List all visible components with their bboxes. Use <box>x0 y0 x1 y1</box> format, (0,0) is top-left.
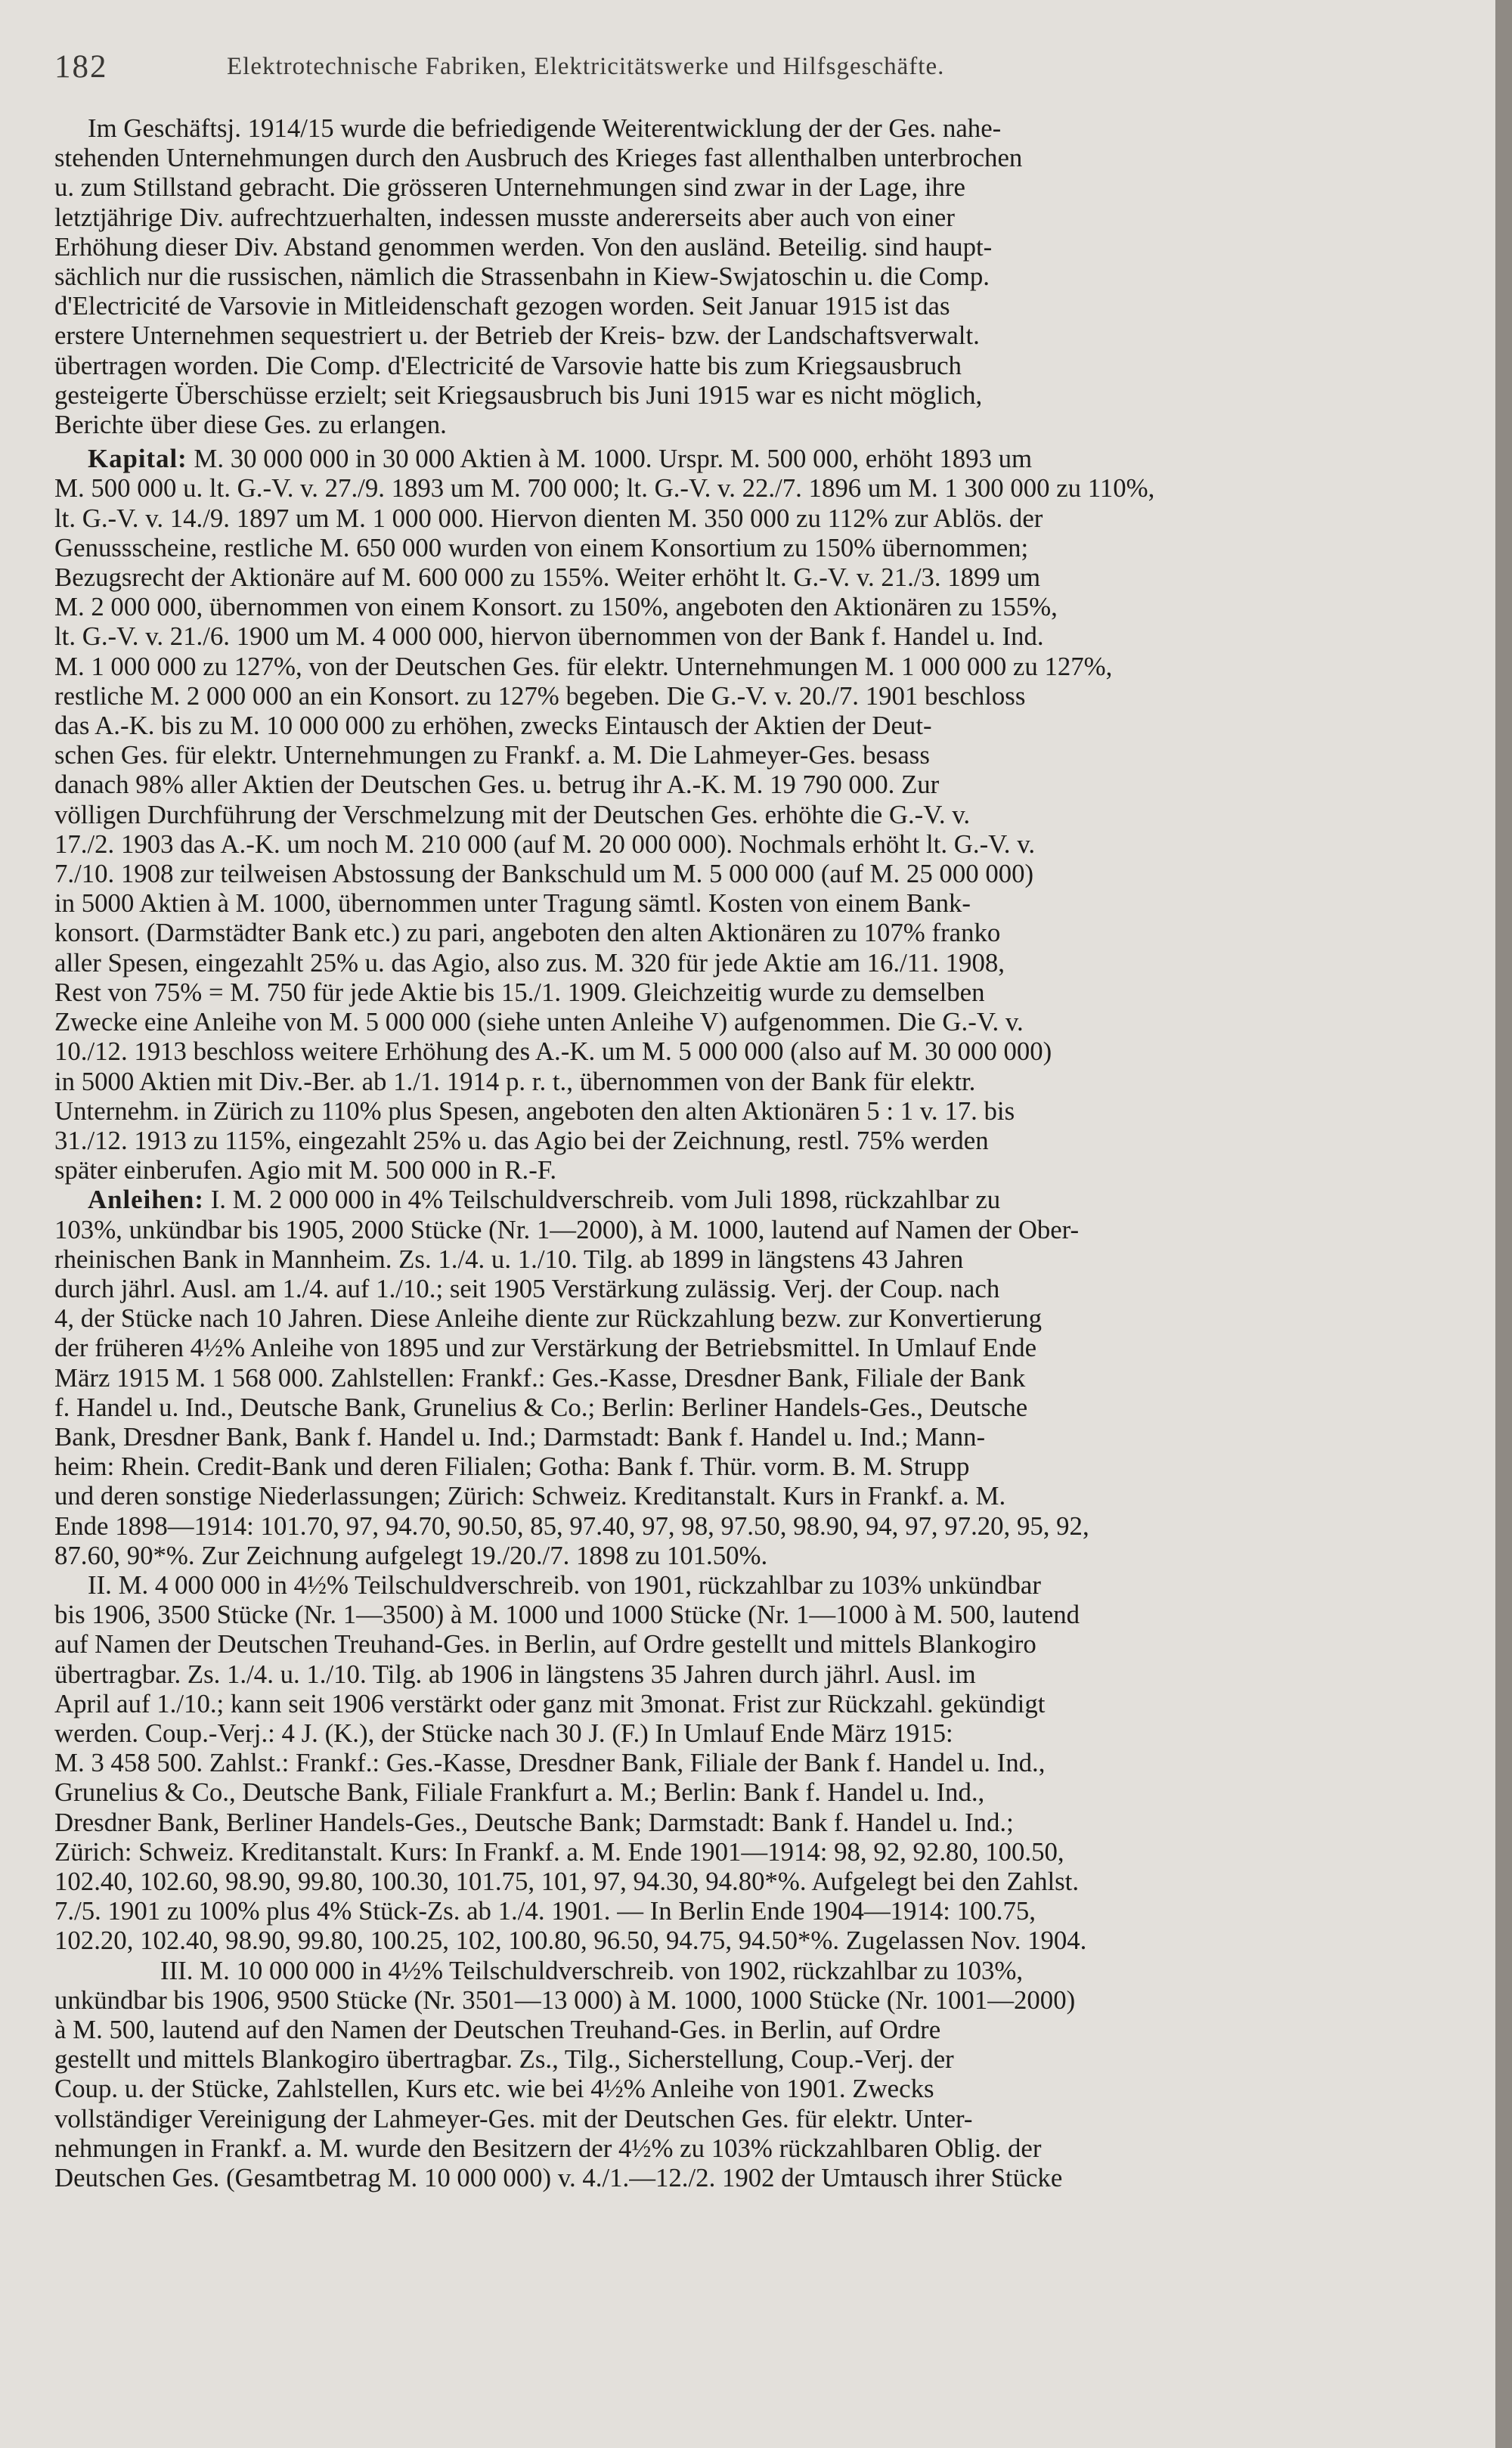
line-text: Rest von 75% = M. 750 für jede Aktie bis 15./1. 1909. Gleichzeitig wurde zu demselben <box>54 977 985 1007</box>
text-line <box>54 1037 1476 1066</box>
line-text: durch jährl. Ausl. am 1./4. auf 1./10.; seit 1905 Verstärkung zulässig. Verj. der Coup. nach <box>54 1273 1000 1303</box>
text-line <box>54 2163 1476 2192</box>
text-line <box>54 1452 1476 1481</box>
line-text: auf Namen der Deutschen Treuhand-Ges. in Berlin, auf Ordre gestellt und mittels Blankogiro <box>54 1629 1036 1659</box>
text-line <box>54 592 1476 621</box>
text-line <box>54 800 1476 829</box>
line-text: d'Electricité de Varsovie in Mitleidenschaft gezogen worden. Seit Januar 1915 ist das <box>54 291 950 321</box>
line-text: heim: Rhein. Credit-Bank und deren Filialen; Gotha: Bank f. Thür. vorm. B. M. Strupp <box>54 1452 970 1482</box>
text-line <box>54 1659 1476 1689</box>
line-text: Genussscheine, restliche M. 650 000 wurden von einem Konsortium zu 150% übernommen; <box>54 532 1029 562</box>
text-line <box>54 2104 1476 2133</box>
page-header <box>54 48 1476 94</box>
line-text: f. Handel u. Ind., Deutsche Bank, Grunelius & Co.; Berlin: Berliner Handels-Ges., Deutsche <box>54 1392 1028 1422</box>
text-line <box>54 681 1476 711</box>
line-text: konsort. (Darmstädter Bank etc.) zu pari, angeboten den alten Aktionären zu 107% franko <box>54 918 1001 948</box>
text-line <box>54 1718 1476 1748</box>
text-line <box>54 351 1476 380</box>
text-line <box>54 1867 1476 1896</box>
text-line <box>54 1303 1476 1333</box>
line-text: lt. G.-V. v. 21./6. 1900 um M. 4 000 000, hiervon übernommen von der Bank f. Handel u. Ind. <box>54 621 1044 652</box>
line-text: übertragbar. Zs. 1./4. u. 1./10. Tilg. ab 1906 in längstens 35 Jahren durch jährl. Ausl. im <box>54 1659 976 1689</box>
line-text: Bank, Dresdner Bank, Bank f. Handel u. Ind.; Darmstadt: Bank f. Handel u. Ind.; Mann- <box>54 1421 986 1452</box>
text-line <box>54 1511 1476 1541</box>
text-line <box>54 1067 1476 1096</box>
text-line <box>54 1274 1476 1303</box>
text-line <box>54 113 1476 143</box>
line-text: vollständiger Vereinigung der Lahmeyer-Ges. mit der Deutschen Ges. für elektr. Unter- <box>54 2103 973 2133</box>
line-text: schen Ges. für elektr. Unternehmungen zu Frankf. a. M. Die Lahmeyer-Ges. besass <box>54 740 930 770</box>
text-line <box>54 291 1476 321</box>
line-text: 4, der Stücke nach 10 Jahren. Diese Anleihe diente zur Rückzahlung bezw. zur Konvertierung <box>54 1303 1043 1334</box>
text-line <box>54 2074 1476 2103</box>
text-line <box>54 172 1476 202</box>
line-text: Unternehm. in Zürich zu 110% plus Spesen, angeboten den alten Aktionären 5 : 1 v. 17. bis <box>54 1095 1015 1126</box>
line-text: und deren sonstige Niederlassungen; Zürich: Schweiz. Kreditanstalt. Kurs in Frankf. a. M. <box>54 1481 1006 1511</box>
line-text: M. 30 000 000 in 30 000 Aktien à M. 1000. Urspr. M. 500 000, erhöht 1893 um <box>187 444 1033 474</box>
line-text: danach 98% aller Aktien der Deutschen Ges. u. betrug ihr A.-K. M. 19 790 000. Zur <box>54 770 940 800</box>
text-line <box>54 652 1476 681</box>
text-line <box>54 740 1476 770</box>
running-title: Elektrotechnische Fabriken, Elektricitätswerke und Hilfsgeschäfte. <box>227 53 945 80</box>
line-text: unkündbar bis 1906, 9500 Stücke (Nr. 3501—13 000) à M. 1000, 1000 Stücke (Nr. 1001—2000) <box>54 1985 1076 2015</box>
text-line <box>54 1393 1476 1422</box>
page-edge-shadow <box>1495 0 1512 2448</box>
line-text: gesteigerte Überschüsse erzielt; seit Kriegsausbruch bis Juni 1915 war es nicht möglich, <box>54 380 983 410</box>
page-number: 182 <box>54 49 108 85</box>
line-text: 10./12. 1913 beschloss weitere Erhöhung des A.-K. um M. 5 000 000 (also auf M. 30 000 000) <box>54 1037 1052 1067</box>
line-text: übertragen worden. Die Comp. d'Electricité de Varsovie hatte bis zum Kriegsausbruch <box>54 350 962 380</box>
text-line <box>54 1244 1476 1274</box>
line-text: Bezugsrecht der Aktionäre auf M. 600 000 zu 155%. Weiter erhöht lt. G.-V. v. 21./3. 1899 um <box>54 562 1041 593</box>
line-text: werden. Coup.-Verj.: 4 J. (K.), der Stücke nach 30 J. (F.) In Umlauf Ende März 1915: <box>54 1718 953 1748</box>
text-line <box>54 1215 1476 1244</box>
text-line <box>54 1808 1476 1837</box>
text-line <box>54 1926 1476 1955</box>
text-line <box>54 321 1476 350</box>
line-text: Erhöhung dieser Div. Abstand genommen werden. Von den ausländ. Beteilig. sind haupt- <box>54 231 993 262</box>
text-line <box>54 711 1476 740</box>
line-text: restliche M. 2 000 000 an ein Konsort. zu 127% begeben. Die G.-V. v. 20./7. 1901 beschloss <box>54 680 1026 711</box>
text-line <box>54 1481 1476 1511</box>
text-line <box>54 770 1476 799</box>
line-text: rheinischen Bank in Mannheim. Zs. 1./4. u. 1./10. Tilg. ab 1899 in längstens 43 Jahren <box>54 1244 964 1274</box>
line-text: 103%, unkündbar bis 1905, 2000 Stücke (Nr. 1—2000), à M. 1000, lautend auf Namen der Ober- <box>54 1214 1080 1244</box>
line-text: 7./10. 1908 zur teilweisen Abstossung der Bankschuld um M. 5 000 000 (auf M. 25 000 000) <box>54 859 1034 889</box>
line-text: der früheren 4½% Anleihe von 1895 und zur Verstärkung der Betriebsmittel. In Umlauf Ende <box>54 1333 1037 1363</box>
text-line <box>54 380 1476 410</box>
section-keyword: Kapital: <box>88 444 187 474</box>
line-text: stehenden Unternehmungen durch den Ausbruch des Krieges fast allenthalben unterbrochen <box>54 143 1023 173</box>
text-line <box>54 948 1476 978</box>
line-text: erstere Unternehmen sequestriert u. der Betrieb der Kreis- bzw. der Landschaftsverwalt. <box>54 321 980 351</box>
text-line <box>54 562 1476 592</box>
text-line <box>54 143 1476 172</box>
line-text: 17./2. 1903 das A.-K. um noch M. 210 000 (auf M. 20 000 000). Nochmals erhöht lt. G.-V. v. <box>54 829 1036 859</box>
line-text: sächlich nur die russischen, nämlich die Strassenbahn in Kiew-Swjatoschin u. die Comp. <box>54 262 990 292</box>
line-text: nehmungen in Frankf. a. M. wurde den Besitzern der 4½% zu 103% rückzahlbaren Oblig. der <box>54 2133 1042 2163</box>
body-text <box>54 113 1476 2192</box>
text-line <box>54 533 1476 562</box>
line-text: völligen Durchführung der Verschmelzung mit der Deutschen Ges. erhöhte die G.-V. v. <box>54 799 971 829</box>
line-text: Deutschen Ges. (Gesamtbetrag M. 10 000 000) v. 4./1.—12./2. 1902 der Umtausch ihrer Stücke <box>54 2163 1063 2193</box>
text-line <box>54 1126 1476 1155</box>
line-text: à M. 500, lautend auf den Namen der Deutschen Treuhand-Ges. in Berlin, auf Ordre <box>54 2015 941 2044</box>
line-text: 102.40, 102.60, 98.90, 99.80, 100.30, 101.75, 101, 97, 94.30, 94.80*%. Aufgelegt bei den Zahlst. <box>54 1866 1080 1896</box>
text-line <box>54 1896 1476 1926</box>
text-line <box>54 1185 1476 1214</box>
text-line <box>54 2133 1476 2163</box>
line-text: bis 1906, 3500 Stücke (Nr. 1—3500) à M. 1000 und 1000 Stücke (Nr. 1—1000 à M. 500, lautend <box>54 1600 1080 1630</box>
line-text: Grunelius & Co., Deutsche Bank, Filiale Frankfurt a. M.; Berlin: Bank f. Handel u. Ind., <box>54 1777 985 1808</box>
text-line <box>54 978 1476 1007</box>
line-text: 87.60, 90*%. Zur Zeichnung aufgelegt 19./20./7. 1898 zu 101.50%. <box>54 1540 768 1570</box>
text-line <box>54 1600 1476 1629</box>
line-text: 102.20, 102.40, 98.90, 99.80, 100.25, 102, 100.80, 96.50, 94.75, 94.50*%. Zugelassen Nov. 1904. <box>54 1926 1087 1956</box>
line-text: April auf 1./10.; kann seit 1906 verstärkt oder ganz mit 3monat. Frist zur Rückzahl. gekündigt <box>54 1688 1046 1718</box>
text-line <box>54 1985 1476 2015</box>
text-line <box>54 1956 1476 1985</box>
line-text: Ende 1898—1914: 101.70, 97, 94.70, 90.50, 85, 97.40, 97, 98, 97.50, 98.90, 94, 97, 97.20, 95, 92, <box>54 1511 1089 1541</box>
line-text: lt. G.-V. v. 14./9. 1897 um M. 1 000 000. Hiervon dienten M. 350 000 zu 112% zur Ablös. der <box>54 503 1043 533</box>
text-line <box>54 888 1476 918</box>
text-line <box>54 444 1476 473</box>
text-line <box>54 1837 1476 1867</box>
text-line <box>54 1777 1476 1807</box>
text-line <box>54 1096 1476 1126</box>
text-line <box>54 2044 1476 2074</box>
text-line <box>54 504 1476 533</box>
text-line <box>54 1363 1476 1393</box>
line-text: später einberufen. Agio mit M. 500 000 in R.-F. <box>54 1155 557 1185</box>
line-text: II. M. 4 000 000 in 4½% Teilschuldverschreib. von 1901, rückzahlbar zu 103% unkündbar <box>88 1570 1041 1600</box>
line-text: u. zum Stillstand gebracht. Die grösseren Unternehmungen sind zwar in der Lage, ihre <box>54 172 965 203</box>
line-text: Coup. u. der Stücke, Zahlstellen, Kurs etc. wie bei 4½% Anleihe von 1901. Zwecks <box>54 2074 934 2104</box>
text-line <box>54 262 1476 291</box>
text-line <box>54 1689 1476 1718</box>
text-line <box>54 473 1476 503</box>
line-text: M. 2 000 000, übernommen von einem Konsort. zu 150%, angeboten den Aktionären zu 155%, <box>54 592 1058 622</box>
text-line <box>54 859 1476 888</box>
text-line <box>54 1629 1476 1659</box>
line-text: Berichte über diese Ges. zu erlangen. <box>54 410 447 440</box>
text-line <box>54 232 1476 262</box>
line-text: Dresdner Bank, Berliner Handels-Ges., Deutsche Bank; Darmstadt: Bank f. Handel u. Ind.; <box>54 1807 1014 1837</box>
line-text: in 5000 Aktien à M. 1000, übernommen unter Tragung sämtl. Kosten von einem Bank- <box>54 888 971 919</box>
text-line <box>54 1748 1476 1777</box>
line-text: 7./5. 1901 zu 100% plus 4% Stück-Zs. ab 1./4. 1901. — In Berlin Ende 1904—1914: 100.75, <box>54 1896 1036 1926</box>
line-text: aller Spesen, eingezahlt 25% u. das Agio, also zus. M. 320 für jede Aktie am 16./11. 1908, <box>54 947 1005 978</box>
text-line <box>54 1570 1476 1600</box>
text-line <box>54 1541 1476 1570</box>
line-text: letztjährige Div. aufrechtzuerhalten, indessen musste andererseits aber auch von einer <box>54 202 955 232</box>
line-text: M. 1 000 000 zu 127%, von der Deutschen Ges. für elektr. Unternehmungen M. 1 000 000 zu 127%, <box>54 651 1113 681</box>
line-text: das A.-K. bis zu M. 10 000 000 zu erhöhen, zwecks Eintausch der Aktien der Deut- <box>54 711 932 741</box>
line-text: gestellt und mittels Blankogiro übertragbar. Zs., Tilg., Sicherstellung, Coup.-Verj. der <box>54 2044 954 2075</box>
line-text: 31./12. 1913 zu 115%, eingezahlt 25% u. das Agio bei der Zeichnung, restl. 75% werden <box>54 1125 989 1155</box>
text-line <box>54 829 1476 859</box>
text-line <box>54 1007 1476 1037</box>
line-text: I. M. 2 000 000 in 4% Teilschuldverschreib. vom Juli 1898, rückzahlbar zu <box>204 1185 1001 1215</box>
text-line <box>54 1422 1476 1452</box>
line-text: Im Geschäftsj. 1914/15 wurde die befriedigende Weiterentwicklung der der Ges. nahe- <box>88 113 1002 143</box>
line-text: M. 3 458 500. Zahlst.: Frankf.: Ges.-Kasse, Dresdner Bank, Filiale der Bank f. Handel u. Ind., <box>54 1748 1046 1778</box>
text-line <box>54 1333 1476 1362</box>
text-line <box>54 621 1476 651</box>
text-line <box>54 918 1476 947</box>
text-line <box>54 203 1476 232</box>
line-text: Zürich: Schweiz. Kreditanstalt. Kurs: In Frankf. a. M. Ende 1901—1914: 98, 92, 92.80, 100.50, <box>54 1836 1064 1867</box>
line-text: M. 500 000 u. lt. G.-V. v. 27./9. 1893 um M. 700 000; lt. G.-V. v. 22./7. 1896 um M. 1 300 000 zu 110%, <box>54 473 1155 504</box>
text-line <box>54 2015 1476 2044</box>
line-text: in 5000 Aktien mit Div.-Ber. ab 1./1. 1914 p. r. t., übernommen von der Bank für elektr. <box>54 1066 976 1096</box>
text-line <box>54 410 1476 439</box>
line-text: III. M. 10 000 000 in 4½% Teilschuldverschreib. von 1902, rückzahlbar zu 103%, <box>160 1955 1024 1985</box>
section-keyword: Anleihen: <box>88 1185 204 1215</box>
line-text: März 1915 M. 1 568 000. Zahlstellen: Frankf.: Ges.-Kasse, Dresdner Bank, Filiale der Bank <box>54 1362 1026 1393</box>
line-text: Zwecke eine Anleihe von M. 5 000 000 (siehe unten Anleihe V) aufgenommen. Die G.-V. v. <box>54 1007 1024 1037</box>
text-line <box>54 1155 1476 1185</box>
